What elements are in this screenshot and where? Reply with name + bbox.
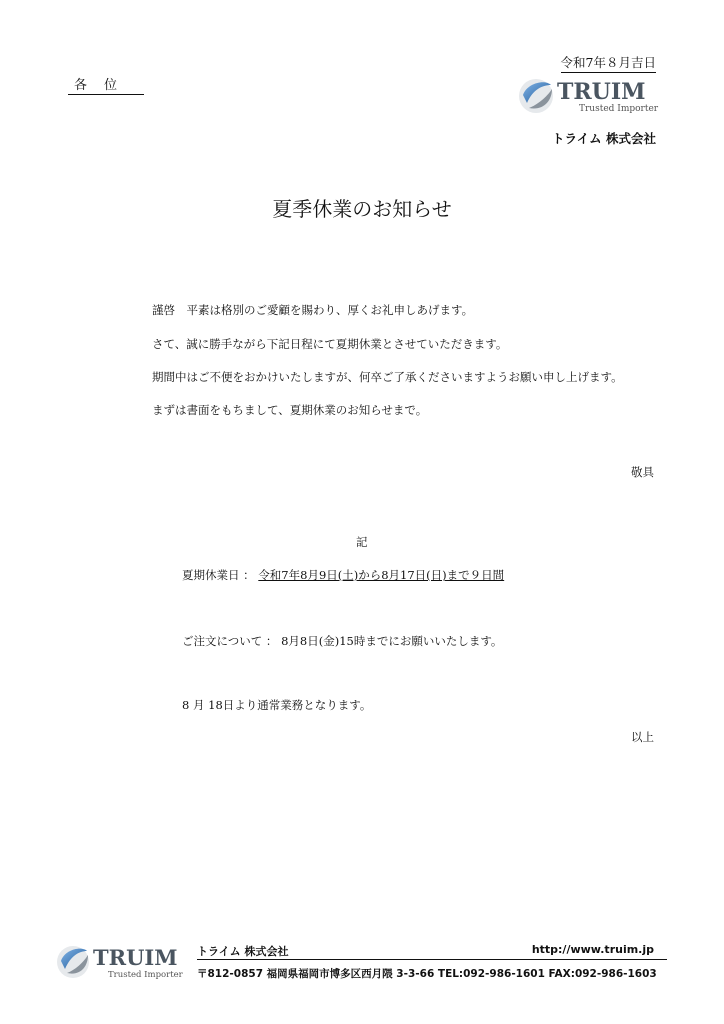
company-name: トライム 株式会社 [552, 131, 656, 146]
footer-address: 〒812-0857 福岡県福岡市博多区西月隈 3-3-66 TEL:092-986-1601 FAX:092-986-1603 [197, 968, 657, 980]
logo-tagline: Trusted Importer [579, 104, 659, 114]
closing-ijo: 以上 [631, 730, 654, 744]
order-label: ご注文について ： [182, 634, 278, 648]
footer-divider [197, 959, 667, 960]
order-value: 8月8日(金)15時までにお願いいたします。 [281, 634, 503, 648]
holiday-label: 夏期休業日 ： [182, 568, 255, 582]
closing-keigu: 敬具 [631, 465, 654, 479]
resume-notice: 8 月 18日より通常業務となります。 [182, 698, 372, 712]
footer-logo-wordmark: TRUIM [93, 945, 178, 970]
footer-company: トライム 株式会社 [197, 945, 289, 958]
body-line: まずは書面をもちまして、夏期休業のお知らせまで。 [152, 403, 428, 417]
document-date: 令和7年８月吉日 [561, 53, 656, 73]
body-line: 期間中はご不便をおかけいたしますが、何卒ご了承くださいますようお願い申し上げます。 [152, 370, 623, 384]
footer-truim-logo [56, 942, 192, 982]
logo-wordmark: TRUIM [557, 79, 646, 105]
footer-logo-tagline: Trusted Importer [108, 970, 183, 980]
order-row [182, 633, 502, 649]
holiday-row [182, 567, 504, 583]
body-line: 謹啓 平素は格別のご愛顧を賜わり、厚くお礼申しあげます。 [152, 303, 474, 317]
details-heading: 記 [356, 535, 368, 549]
footer-url[interactable]: http://www.truim.jp [531, 943, 654, 956]
body-line: さて、誠に勝手ながら下記日程にて夏期休業とさせていただきます。 [152, 337, 508, 351]
recipient: 各 位 [68, 74, 144, 95]
holiday-value: 令和7年8月9日(土)から8月17日(日)まで９日間 [258, 568, 505, 582]
page-title: 夏季休業のお知らせ [272, 197, 452, 221]
truim-logo [517, 75, 667, 117]
